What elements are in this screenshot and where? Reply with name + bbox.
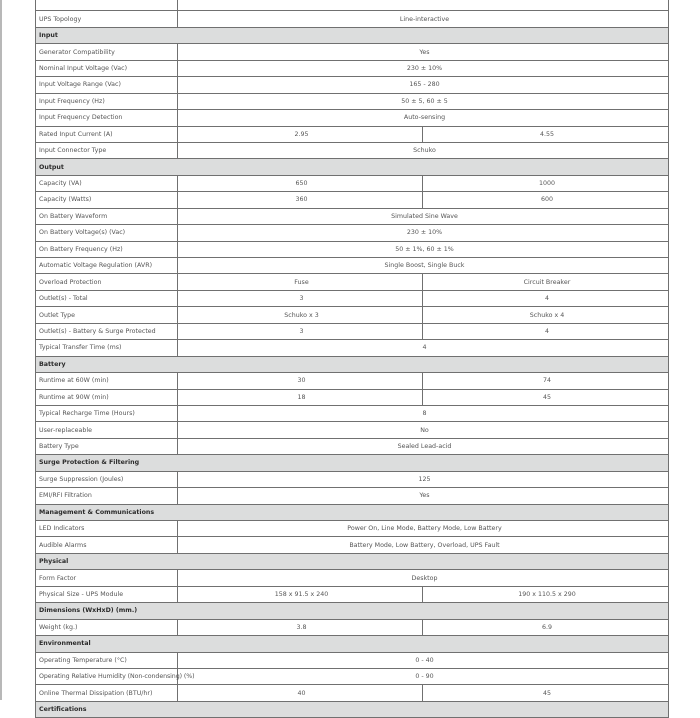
spec-value-650va: 3 [178, 323, 423, 339]
spec-value-650va: 18 [178, 389, 423, 405]
spec-label: Input Connector Type [36, 142, 178, 158]
section-title: Physical [36, 553, 669, 569]
spec-row [36, 77, 669, 93]
spec-label: Rated Input Current (A) [36, 126, 178, 142]
spec-row [36, 208, 669, 224]
spec-value-650va: 3.8 [178, 619, 423, 635]
spec-label: Automatic Voltage Regulation (AVR) [36, 258, 178, 274]
spec-label: Operating Temperature (°C) [36, 652, 178, 668]
spec-row [36, 471, 669, 487]
spec-row [36, 570, 669, 586]
spec-value: Simulated Sine Wave [178, 208, 669, 224]
spec-row [36, 619, 669, 635]
section-header [36, 701, 669, 717]
spec-value-1000va: 74 [423, 373, 669, 389]
spec-row [36, 438, 669, 454]
spec-label: Outlet Type [36, 307, 178, 323]
spec-value: Auto-sensing [178, 110, 669, 126]
spec-value-650va: 2.95 [178, 126, 423, 142]
section-header [36, 159, 669, 175]
spec-row [36, 142, 669, 158]
section-title: Surge Protection & Filtering [36, 455, 669, 471]
spec-label: Capacity (Watts) [36, 192, 178, 208]
spec-value: Single Boost, Single Buck [178, 258, 669, 274]
spec-row [36, 537, 669, 553]
specification-table [35, 0, 669, 718]
spec-value: Power On, Line Mode, Battery Mode, Low Battery [178, 521, 669, 537]
spec-row [36, 11, 669, 27]
spec-value: Schuko [178, 142, 669, 158]
spec-label: Overload Protection [36, 274, 178, 290]
spec-row [36, 652, 669, 668]
spec-row [36, 685, 669, 701]
section-title: Management & Communications [36, 504, 669, 520]
spec-value: Yes [178, 44, 669, 60]
spec-label: On Battery Voltage(s) (Vac) [36, 225, 178, 241]
spec-row [36, 405, 669, 421]
spec-value [178, 0, 669, 11]
spec-value: 125 [178, 471, 669, 487]
spec-value-650va: Fuse [178, 274, 423, 290]
spec-row [36, 93, 669, 109]
spec-value-650va: 30 [178, 373, 423, 389]
spec-value: 4 [178, 340, 669, 356]
spec-row [36, 274, 669, 290]
spec-row [36, 0, 669, 11]
spec-label: User-replaceable [36, 422, 178, 438]
spec-value-1000va: 45 [423, 389, 669, 405]
spec-label: Outlet(s) - Battery & Surge Protected [36, 323, 178, 339]
spec-value: 8 [178, 405, 669, 421]
spec-value-1000va: Schuko x 4 [423, 307, 669, 323]
spec-label: Surge Suppression (Joules) [36, 471, 178, 487]
spec-value-1000va: 1000 [423, 175, 669, 191]
spec-value: Line-interactive [178, 11, 669, 27]
spec-row [36, 323, 669, 339]
spec-row [36, 373, 669, 389]
section-title: Input [36, 27, 669, 43]
spec-value: 50 ± 1%, 60 ± 1% [178, 241, 669, 257]
spec-row [36, 110, 669, 126]
spec-row [36, 668, 669, 684]
spec-value-650va: 3 [178, 290, 423, 306]
spec-row [36, 126, 669, 142]
section-header [36, 27, 669, 43]
spec-value: 0 - 40 [178, 652, 669, 668]
spec-row [36, 175, 669, 191]
spec-label: Operating Relative Humidity (Non-condensing) (%) [36, 668, 178, 684]
spec-label: Audible Alarms [36, 537, 178, 553]
spec-value-650va: 650 [178, 175, 423, 191]
spec-label: Typical Transfer Time (ms) [36, 340, 178, 356]
spec-label: Runtime at 60W (min) [36, 373, 178, 389]
spec-value-1000va: 4 [423, 323, 669, 339]
spec-value-1000va: 6.9 [423, 619, 669, 635]
spec-label: Physical Size - UPS Module [36, 586, 178, 602]
spec-label: EMI/RFI Filtration [36, 488, 178, 504]
spec-label: Typical Recharge Time (Hours) [36, 405, 178, 421]
spec-label: Form Factor [36, 570, 178, 586]
spec-value-650va: 158 x 91.5 x 240 [178, 586, 423, 602]
spec-value-1000va: 600 [423, 192, 669, 208]
spec-label: LED Indicators [36, 521, 178, 537]
section-header [36, 356, 669, 372]
spec-value: Desktop [178, 570, 669, 586]
spec-row [36, 225, 669, 241]
section-title: Battery [36, 356, 669, 372]
spec-row [36, 488, 669, 504]
spec-label: Capacity (VA) [36, 175, 178, 191]
spec-label: UPS Topology [36, 11, 178, 27]
spec-row [36, 521, 669, 537]
spec-value-1000va: 4 [423, 290, 669, 306]
spec-row [36, 44, 669, 60]
spec-value-650va: 360 [178, 192, 423, 208]
spec-label: Outlet(s) - Total [36, 290, 178, 306]
spec-row [36, 340, 669, 356]
section-header [36, 603, 669, 619]
spec-value: Battery Mode, Low Battery, Overload, UPS Fault [178, 537, 669, 553]
spec-label: Input Frequency Detection [36, 110, 178, 126]
spec-label: Runtime at 90W (min) [36, 389, 178, 405]
page-edge [0, 0, 2, 700]
spec-label [36, 0, 178, 11]
spec-row [36, 290, 669, 306]
section-title: Certifications [36, 701, 669, 717]
spec-value: Yes [178, 488, 669, 504]
spec-value: 165 - 280 [178, 77, 669, 93]
spec-value-1000va: 190 x 110.5 x 290 [423, 586, 669, 602]
spec-value-650va: Schuko x 3 [178, 307, 423, 323]
spec-value: 50 ± 5, 60 ± 5 [178, 93, 669, 109]
spec-label: Weight (kg.) [36, 619, 178, 635]
spec-value-1000va: 4.55 [423, 126, 669, 142]
spec-value-1000va: 45 [423, 685, 669, 701]
spec-row [36, 60, 669, 76]
section-header [36, 455, 669, 471]
spec-value: 0 - 90 [178, 668, 669, 684]
spec-row [36, 241, 669, 257]
spec-label: Generator Compatibility [36, 44, 178, 60]
spec-row [36, 192, 669, 208]
spec-value: 230 ± 10% [178, 225, 669, 241]
spec-label: Input Voltage Range (Vac) [36, 77, 178, 93]
spec-label: Online Thermal Dissipation (BTU/hr) [36, 685, 178, 701]
section-header [36, 504, 669, 520]
spec-row [36, 307, 669, 323]
section-title: Dimensions (WxHxD) (mm.) [36, 603, 669, 619]
spec-value: No [178, 422, 669, 438]
spec-row [36, 586, 669, 602]
section-header [36, 636, 669, 652]
spec-label: Nominal Input Voltage (Vac) [36, 60, 178, 76]
section-header [36, 553, 669, 569]
spec-value-650va: 40 [178, 685, 423, 701]
spec-label: Input Frequency (Hz) [36, 93, 178, 109]
spec-value: 230 ± 10% [178, 60, 669, 76]
spec-row [36, 389, 669, 405]
spec-value: Sealed Lead-acid [178, 438, 669, 454]
spec-value-1000va: Circuit Breaker [423, 274, 669, 290]
spec-label: On Battery Waveform [36, 208, 178, 224]
spec-label: Battery Type [36, 438, 178, 454]
section-title: Output [36, 159, 669, 175]
spec-row [36, 422, 669, 438]
spec-label: On Battery Frequency (Hz) [36, 241, 178, 257]
spec-sheet [35, 0, 668, 718]
spec-row [36, 258, 669, 274]
section-title: Environmental [36, 636, 669, 652]
